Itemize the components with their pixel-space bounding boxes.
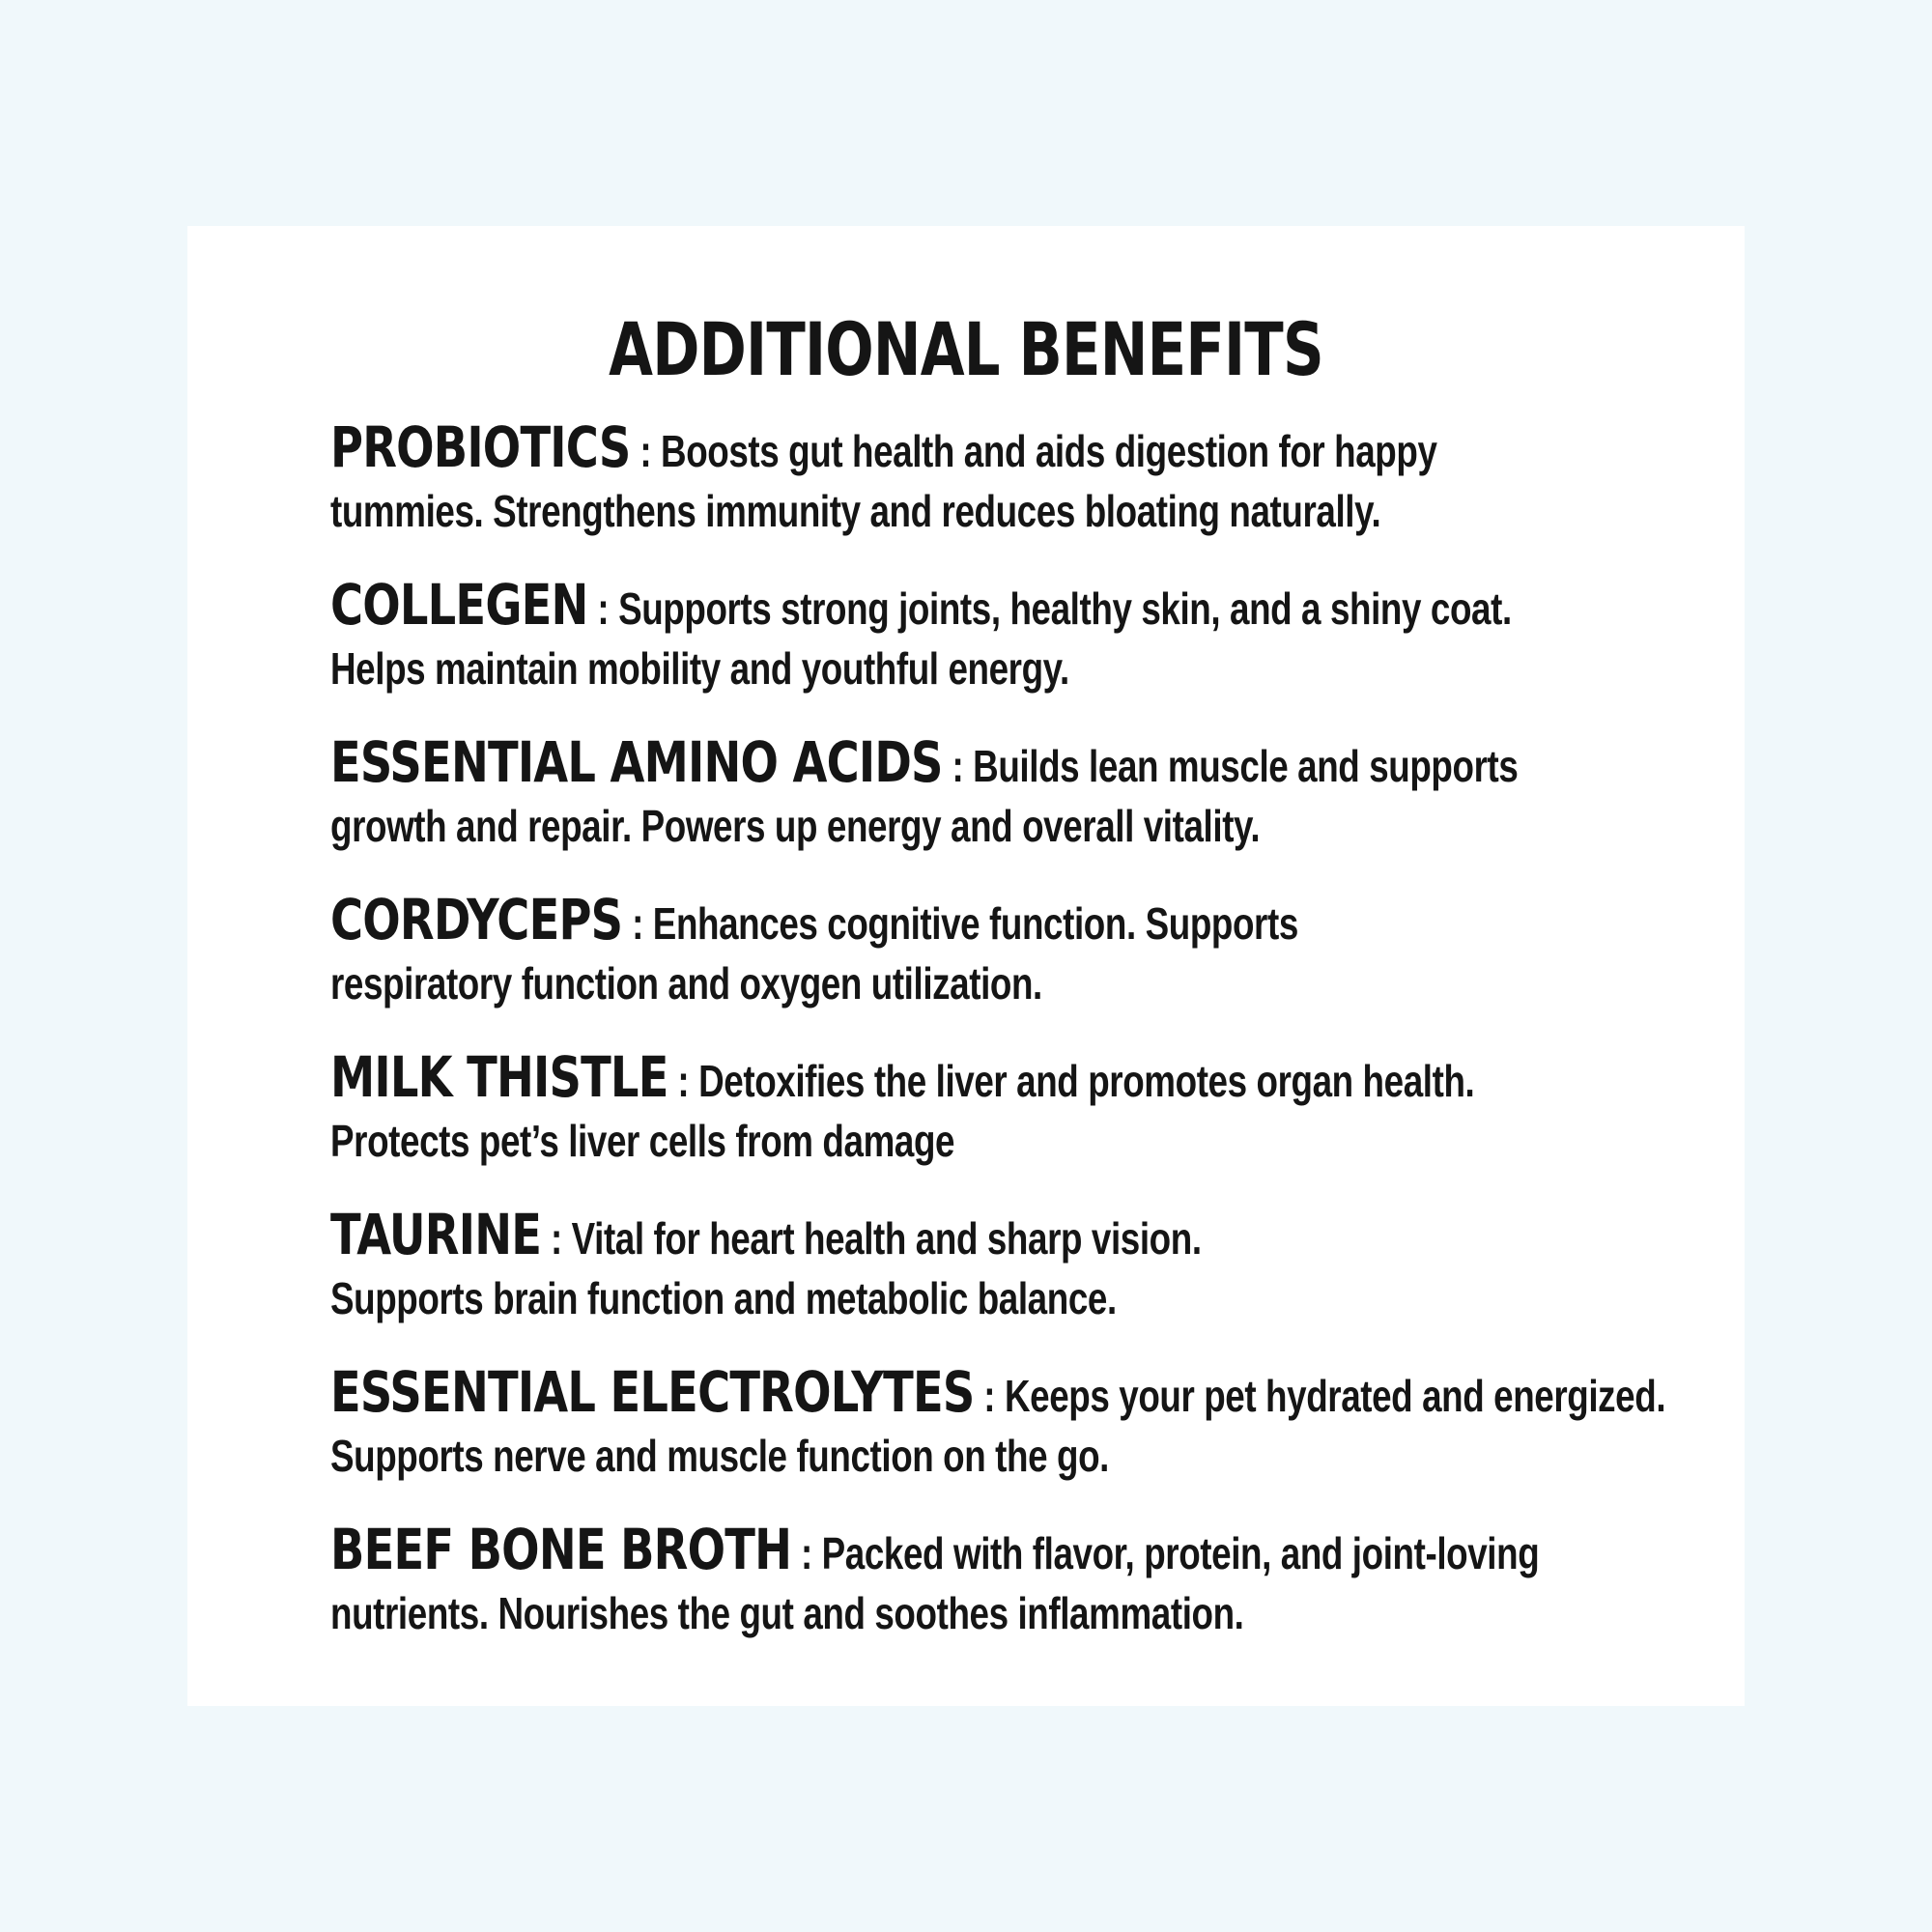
benefits-list xyxy=(330,415,1683,1675)
benefit-separator: : xyxy=(622,898,653,949)
benefit-description: Enhances cognitive function. Supports xyxy=(652,898,1298,949)
benefit-separator: : xyxy=(587,583,619,634)
benefit-description: Keeps your pet hydrated and energized. xyxy=(1004,1371,1666,1421)
benefit-description-continued: Protects pet’s liver cells from damage xyxy=(330,1116,955,1166)
benefit-description: Builds lean muscle and supports xyxy=(973,741,1519,791)
benefit-description: Packed with flavor, protein, and joint-loving xyxy=(821,1528,1540,1578)
benefit-name: CORDYCEPS xyxy=(330,887,623,952)
benefit-description-continued: respiratory function and oxygen utilization. xyxy=(330,958,1042,1009)
benefit-taurine xyxy=(330,1203,1683,1360)
benefit-name: MILK THISTLE xyxy=(330,1044,668,1110)
benefit-description-continued: Supports nerve and muscle function on the go. xyxy=(330,1431,1109,1481)
benefit-name: ESSENTIAL AMINO ACIDS xyxy=(330,729,943,795)
benefit-description-continued: growth and repair. Powers up energy and overall vitality. xyxy=(330,801,1261,851)
benefit-milk-thistle xyxy=(330,1045,1683,1203)
benefits-card xyxy=(187,226,1745,1706)
benefit-essential-electrolytes xyxy=(330,1360,1683,1518)
benefit-line-1 xyxy=(330,1044,1475,1110)
benefit-description-continued: tummies. Strengthens immunity and reduces bloating naturally. xyxy=(330,486,1381,536)
benefit-line-1 xyxy=(330,729,1519,795)
benefit-essential-amino-acids xyxy=(330,730,1683,888)
page-title: ADDITIONAL BENEFITS xyxy=(609,306,1323,392)
benefit-name: ESSENTIAL ELECTROLYTES xyxy=(330,1359,975,1425)
benefit-description-continued: Helps maintain mobility and youthful energy. xyxy=(330,643,1069,694)
benefit-line-1 xyxy=(330,1359,1666,1425)
benefit-separator: : xyxy=(942,741,974,791)
benefit-separator: : xyxy=(630,426,662,476)
benefit-description: Supports strong joints, healthy skin, and a shiny coat. xyxy=(618,583,1512,634)
benefit-line-1 xyxy=(330,888,1412,952)
benefit-line-1 xyxy=(330,572,1512,638)
benefit-name: COLLEGEN xyxy=(330,572,588,638)
benefit-description-continued: nutrients. Nourishes the gut and soothes inflammation. xyxy=(330,1588,1244,1638)
benefit-separator: : xyxy=(668,1056,699,1106)
benefit-description: Detoxifies the liver and promotes organ health. xyxy=(698,1056,1475,1106)
benefit-cordyceps xyxy=(330,888,1683,1045)
benefit-separator: : xyxy=(541,1213,572,1264)
benefit-separator: : xyxy=(974,1371,1005,1421)
benefit-beef-bone-broth xyxy=(330,1518,1683,1675)
benefit-line-1 xyxy=(330,414,1437,480)
benefit-line-1 xyxy=(330,1203,1412,1266)
benefit-description: Vital for heart health and sharp vision. xyxy=(571,1213,1202,1264)
benefit-line-1 xyxy=(330,1517,1540,1582)
benefit-collegen xyxy=(330,573,1683,730)
benefit-separator: : xyxy=(791,1528,822,1578)
benefit-name: BEEF BONE BROTH xyxy=(330,1517,792,1582)
benefit-description: Boosts gut health and aids digestion for happy xyxy=(661,426,1437,476)
benefit-name: PROBIOTICS xyxy=(330,414,631,480)
benefit-description-continued: Supports brain function and metabolic balance. xyxy=(330,1273,1117,1323)
benefit-probiotics xyxy=(330,415,1683,573)
benefit-name: TAURINE xyxy=(330,1202,542,1267)
